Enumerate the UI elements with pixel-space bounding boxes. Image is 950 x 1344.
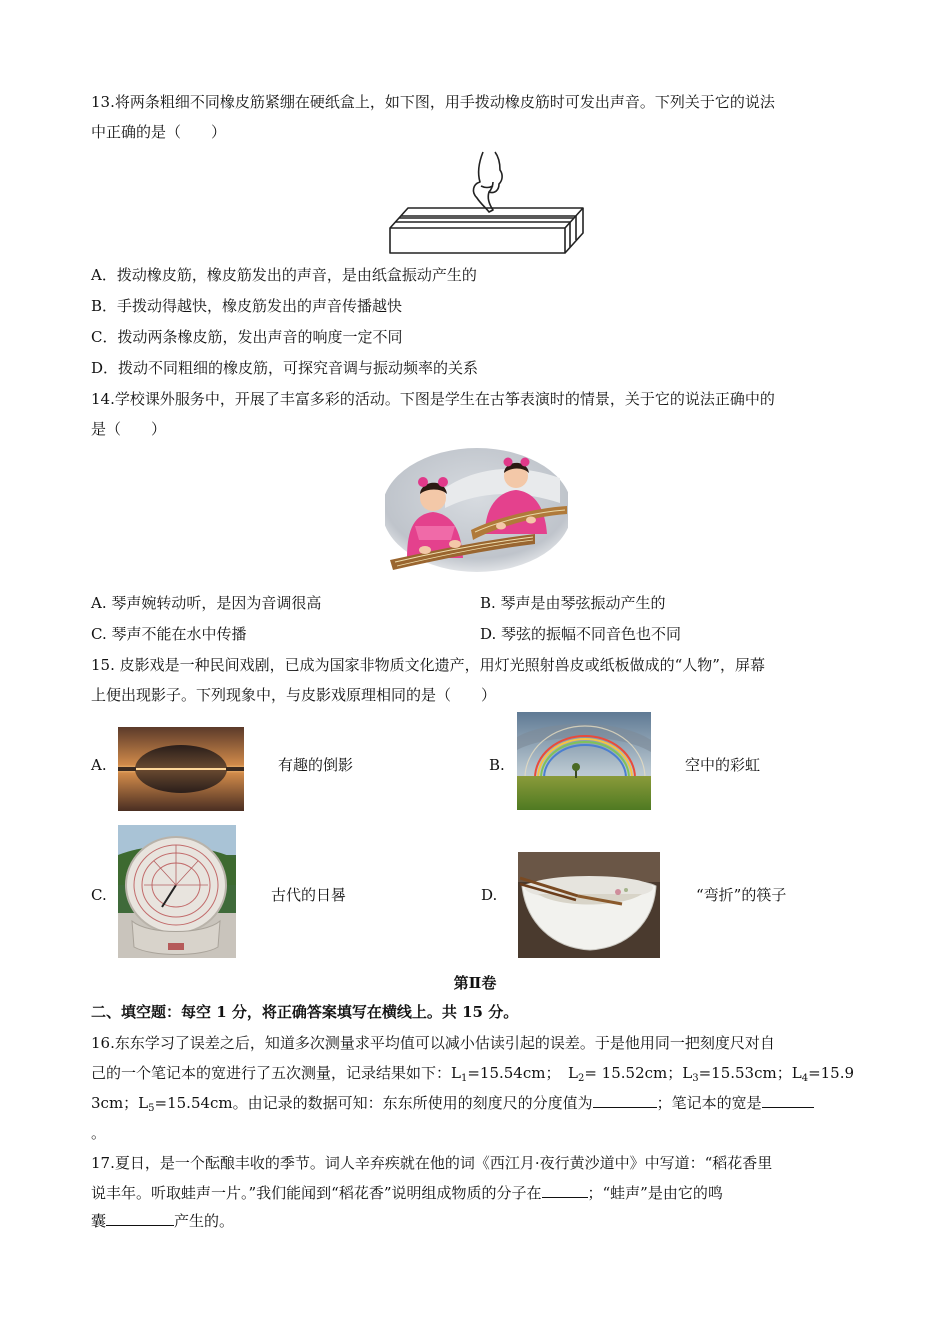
q15-option-b-letter: B. xyxy=(489,756,505,774)
section-title: 第Ⅱ卷 xyxy=(453,974,497,992)
q14-stem-line2: 是（ ） xyxy=(91,420,167,438)
guzheng-performance-photo xyxy=(385,448,568,573)
rainbow-photo xyxy=(517,712,651,810)
q15-stem-line1: 15. 皮影戏是一种民间戏剧，已成为国家非物质文化遗产，用灯光照射兽皮或纸板做成的“人物”，屏幕 xyxy=(91,656,765,674)
q13-stem-line1: 13.将两条粗细不同橡皮筋紧绷在硬纸盒上，如下图，用手拨动橡皮筋时可发出声音。下列关于它的说法 xyxy=(91,93,775,111)
q14-option-c: C. 琴声不能在水中传播 xyxy=(91,625,247,643)
q13-option-c: C．拨动两条橡皮筋，发出声音的响度一定不同 xyxy=(91,328,403,346)
rubber-band-box-figure xyxy=(385,150,590,256)
q15-option-d-letter: D. xyxy=(481,886,498,904)
q17-line1: 17.夏日，是一个酝酿丰收的季节。词人辛弃疾就在他的词《西江月·夜行黄沙道中》中写道：“稻花香里 xyxy=(91,1154,773,1172)
q13-stem-line2: 中正确的是（ ） xyxy=(91,123,227,141)
q16-line2: 己的一个笔记本的宽进行了五次测量，记录结果如下：$L_1=15.54cm$； $L_2= 15.52cm$；$L_3=15.53cm$；$L_4=15.9$ xyxy=(91,1064,855,1084)
q16-line3: 3cm；$L_5=15.54cm$。由记录的数据可知：东东所使用的刻度尺的分度值为 ；笔记本的宽是 xyxy=(91,1093,814,1113)
q15-option-a-letter: A. xyxy=(91,756,107,774)
q15-option-a-caption: 有趣的倒影 xyxy=(278,756,354,774)
q17-line2: 说丰年。听取蛙声一片。”我们能闻到“稻花香”说明组成物质的分子在 ；“蛙声”是由它的鸣 xyxy=(91,1184,723,1202)
q13-option-b: B．手拨动得越快，橡皮筋发出的声音传播越快 xyxy=(91,297,403,315)
sundial-photo xyxy=(118,825,236,958)
q16-line4: 。 xyxy=(91,1124,107,1142)
q14-option-a: A. 琴声婉转动听，是因为音调很高 xyxy=(91,594,322,612)
q15-stem-line2: 上便出现影子。下列现象中，与皮影戏原理相同的是（ ） xyxy=(91,686,497,704)
q17-answer-blank-1[interactable] xyxy=(542,1183,588,1198)
q15-option-c-letter: C. xyxy=(91,886,107,904)
q16-answer-blank-2[interactable] xyxy=(762,1093,814,1108)
q16-answer-blank-1[interactable] xyxy=(593,1093,657,1108)
q15-option-d-caption: “弯折”的筷子 xyxy=(696,886,787,904)
q15-option-c-caption: 古代的日晷 xyxy=(271,886,347,904)
bent-chopsticks-photo xyxy=(518,852,660,958)
q13-option-d: D．拨动不同粗细的橡皮筋，可探究音调与振动频率的关系 xyxy=(91,359,479,377)
q14-option-b: B. 琴声是由琴弦振动产生的 xyxy=(480,594,666,612)
reflection-photo xyxy=(118,727,244,811)
q13-option-a: A．拨动橡皮筋，橡皮筋发出的声音，是由纸盒振动产生的 xyxy=(91,266,477,284)
q15-option-b-caption: 空中的彩虹 xyxy=(685,756,761,774)
q17-line3: 囊 产生的。 xyxy=(91,1212,235,1230)
q14-option-d: D. 琴弦的振幅不同音色也不同 xyxy=(480,625,682,643)
q16-line1: 16.东东学习了误差之后，知道多次测量求平均值可以减小估读引起的误差。于是他用同一把刻度尺对自 xyxy=(91,1034,775,1052)
q17-answer-blank-2[interactable] xyxy=(106,1211,174,1226)
q14-stem-line1: 14.学校课外服务中，开展了丰富多彩的活动。下图是学生在古筝表演时的情景，关于它的说法正确中的 xyxy=(91,390,775,408)
section-heading: 二、填空题：每空 1 分，将正确答案填写在横线上。共 15 分。 xyxy=(91,1003,519,1021)
